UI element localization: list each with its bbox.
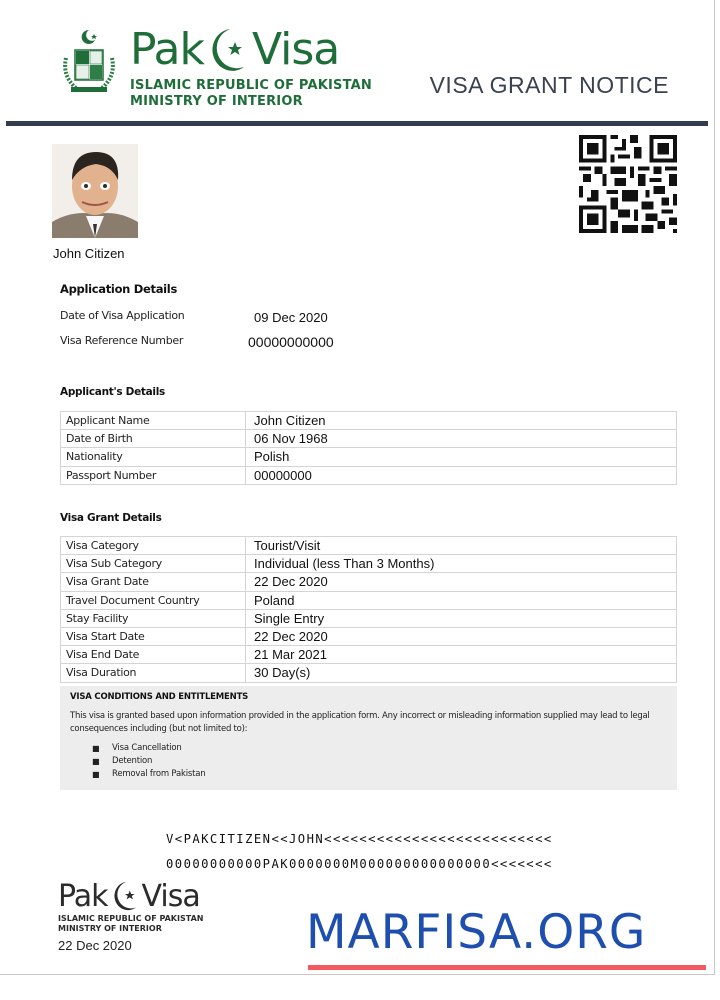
- table-row: [61, 412, 677, 430]
- bullet-icon: ■: [92, 770, 100, 779]
- visa-end-date-label: Visa End Date: [61, 646, 246, 664]
- photo-caption: John Citizen: [53, 246, 125, 261]
- mrz-line-1: V<PAKCITIZEN<<JOHN<<<<<<<<<<<<<<<<<<<<<<<<<<: [166, 832, 553, 846]
- list-item: [92, 755, 667, 768]
- crescent-star-icon: [111, 879, 139, 913]
- date-of-birth-label: Date of Birth: [61, 430, 246, 448]
- passport-number-value: 00000000: [246, 466, 677, 484]
- condition-item: Removal from Pakistan: [112, 769, 206, 779]
- table-row: [61, 466, 677, 484]
- footer-date: 22 Dec 2020: [58, 938, 132, 953]
- watermark-underline: [308, 965, 706, 970]
- logo-brand-left: Pak: [130, 24, 204, 75]
- visa-sub-category-value: Individual (less Than 3 Months): [246, 555, 677, 573]
- footer-wordmark: [58, 878, 203, 914]
- list-item: [92, 768, 667, 781]
- visa-sub-category-label: Visa Sub Category: [61, 555, 246, 573]
- footer-logo: [58, 878, 203, 953]
- footer-brand-right: Visa: [141, 878, 200, 914]
- state-emblem-icon: [58, 28, 120, 98]
- table-row: [61, 609, 677, 627]
- logo-subtitle-1: ISLAMIC REPUBLIC OF PAKISTAN: [130, 78, 372, 93]
- visa-reference-value: 00000000000: [248, 334, 334, 350]
- visa-reference-label: Visa Reference Number: [60, 334, 184, 347]
- conditions-text: This visa is granted based upon information provided in the application form. Any incorrect or misleading information supplied may lead to legal consequences including (but not limited to):: [70, 711, 650, 734]
- bullet-icon: ■: [92, 757, 100, 766]
- travel-document-country-label: Travel Document Country: [61, 591, 246, 609]
- table-row: [61, 591, 677, 609]
- table-row: [61, 430, 677, 448]
- date-of-application-value: 09 Dec 2020: [254, 310, 328, 325]
- mrz-line-2: 00000000000PAK0000000M000000000000000<<<<<<<: [166, 857, 553, 871]
- table-row: [61, 573, 677, 591]
- table-row: [61, 537, 677, 555]
- logo-subtitle-2: MINISTRY OF INTERIOR: [130, 94, 303, 109]
- conditions-list: [70, 742, 667, 781]
- application-details-title: Application Details: [60, 282, 177, 296]
- visa-end-date-value: 21 Mar 2021: [246, 646, 677, 664]
- pakvisa-wordmark: [130, 22, 372, 78]
- condition-item: Visa Cancellation: [112, 743, 182, 753]
- nationality-value: Polish: [246, 448, 677, 466]
- applicant-details-title: Applicant's Details: [60, 386, 165, 398]
- stay-facility-label: Stay Facility: [61, 609, 246, 627]
- footer-subtitle-1: ISLAMIC REPUBLIC OF PAKISTAN: [58, 914, 204, 923]
- visa-grant-details-table: [60, 536, 677, 683]
- date-of-birth-value: 06 Nov 1968: [246, 430, 677, 448]
- travel-document-country-value: Poland: [246, 591, 677, 609]
- table-row: [61, 664, 677, 682]
- table-row: [61, 448, 677, 466]
- document-title: VISA GRANT NOTICE: [429, 72, 669, 98]
- footer-brand-left: Pak: [58, 878, 108, 914]
- qr-code-icon: [579, 135, 677, 233]
- applicant-name-label: Applicant Name: [61, 412, 246, 430]
- conditions-title: VISA CONDITIONS AND ENTITLEMENTS: [70, 692, 249, 702]
- applicant-photo: [52, 144, 138, 238]
- list-item: [92, 742, 667, 755]
- passport-number-label: Passport Number: [61, 466, 246, 484]
- applicant-details-table: [60, 411, 677, 485]
- visa-duration-label: Visa Duration: [61, 664, 246, 682]
- table-row: [61, 555, 677, 573]
- visa-grant-date-label: Visa Grant Date: [61, 573, 246, 591]
- header-divider: [6, 121, 708, 126]
- date-of-application-label: Date of Visa Application: [60, 309, 185, 322]
- crescent-star-icon: [208, 25, 248, 75]
- watermark-text: MARFISA.ORG: [306, 905, 647, 960]
- visa-grant-details-title: Visa Grant Details: [60, 512, 162, 524]
- visa-category-value: Tourist/Visit: [246, 537, 677, 555]
- condition-item: Detention: [112, 756, 153, 766]
- table-row: [61, 627, 677, 645]
- nationality-label: Nationality: [61, 448, 246, 466]
- stay-facility-value: Single Entry: [246, 609, 677, 627]
- applicant-name-value: John Citizen: [246, 412, 677, 430]
- visa-grant-date-value: 22 Dec 2020: [246, 573, 677, 591]
- bullet-icon: ■: [92, 744, 100, 753]
- visa-category-label: Visa Category: [61, 537, 246, 555]
- visa-start-date-label: Visa Start Date: [61, 627, 246, 645]
- visa-duration-value: 30 Day(s): [246, 664, 677, 682]
- watermark: [306, 905, 706, 967]
- footer-subtitle-2: MINISTRY OF INTERIOR: [58, 924, 162, 933]
- pakvisa-logo: [130, 22, 372, 110]
- logo-brand-right: Visa: [252, 24, 340, 75]
- visa-start-date-value: 22 Dec 2020: [246, 627, 677, 645]
- table-row: [61, 646, 677, 664]
- visa-conditions-box: [60, 686, 677, 790]
